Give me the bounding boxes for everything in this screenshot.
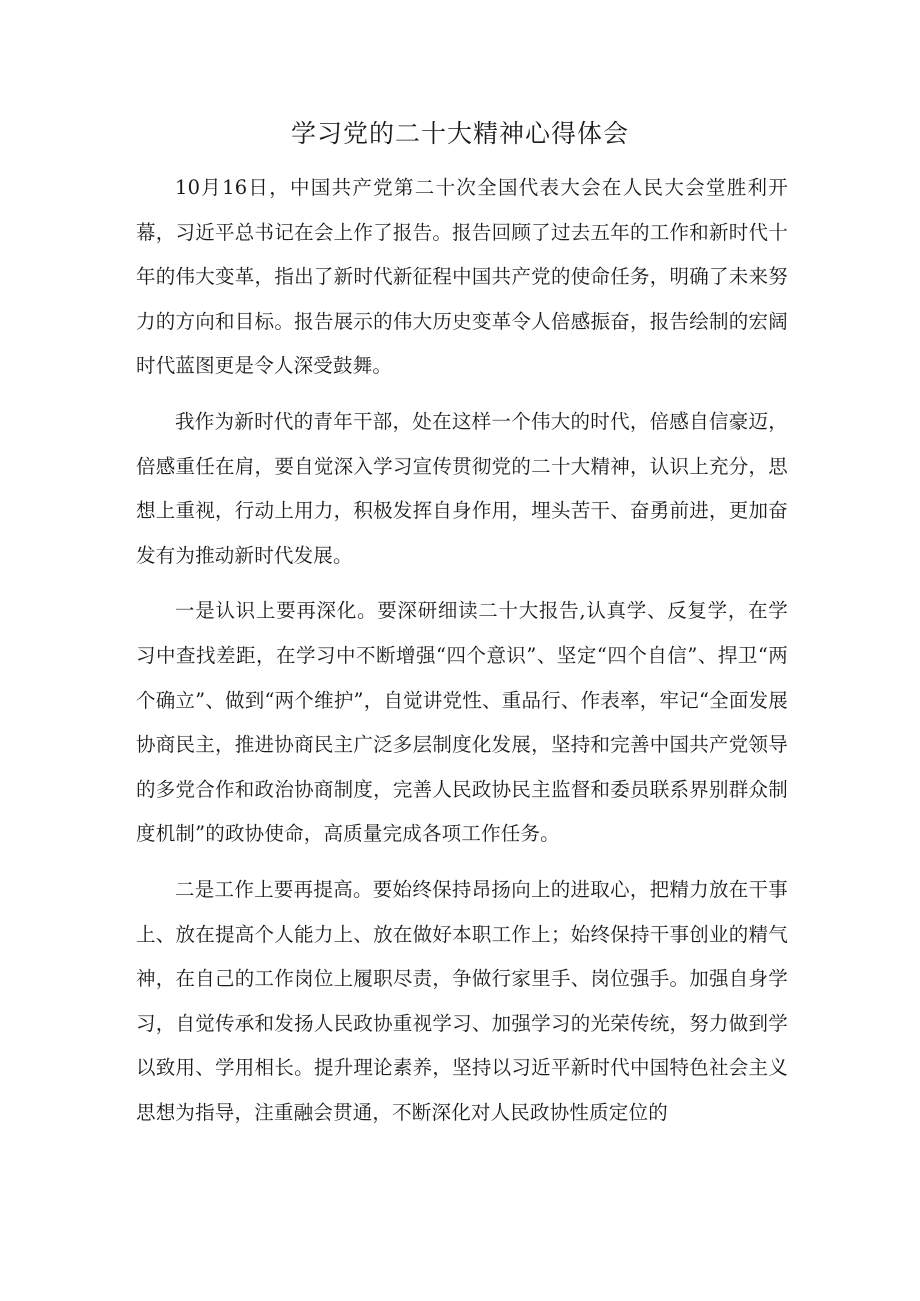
paragraph-4: 二是工作上要再提高。要始终保持昂扬向上的进取心，把精力放在干事上、放在提高个人能力上、放在做好本职工作上；始终保持干事创业的精气神，在自己的工作岗位上履职尽责，争做行家里手、岗位强手。加强自身学习，自觉传承和发扬人民政协重视学习、加强学习的光荣传统，努力做到学以致用、学用相长。提升理论素养，坚持以习近平新时代中国特色社会主义思想为指导，注重融会贯通，不断深化对人民政协性质定位的 bbox=[136, 877, 788, 1124]
paragraph-3: 一是认识上要再深化。要深研细读二十大报告,认真学、反复学，在学习中查找差距，在学习中不断增强“四个意识”、坚定“四个自信”、捍卫“两个确立”、做到“两个维护”，自觉讲党性、重品行、作表率，牢记“全面发展协商民主，推进协商民主广泛多层制度化发展，坚持和完善中国共产党领导的多党合作和政治协商制度，完善人民政协民主监督和委员联系界别群众制度机制”的政协使命，高质量完成各项工作任务。 bbox=[136, 599, 788, 846]
paragraph-2: 我作为新时代的青年干部，处在这样一个伟大的时代，倍感自信豪迈，倍感重任在肩，要自觉深入学习宣传贯彻党的二十大精神，认识上充分，思想上重视，行动上用力，积极发挥自身作用，埋头苦干、奋勇前进，更加奋发有为推动新时代发展。 bbox=[136, 409, 788, 567]
document-title: 学习党的二十大精神心得体会 bbox=[290, 119, 629, 148]
paragraph-1: 10月16日，中国共产党第二十次全国代表大会在人民大会堂胜利开幕，习近平总书记在会上作了报告。报告回顾了过去五年的工作和新时代十年的伟大变革，指出了新时代新征程中国共产党的使命任务，明确了未来努力的方向和目标。报告展示的伟大历史变革令人倍感振奋，报告绘制的宏阔时代蓝图更是令人深受鼓舞。 bbox=[136, 176, 788, 378]
document-body bbox=[136, 166, 788, 1146]
